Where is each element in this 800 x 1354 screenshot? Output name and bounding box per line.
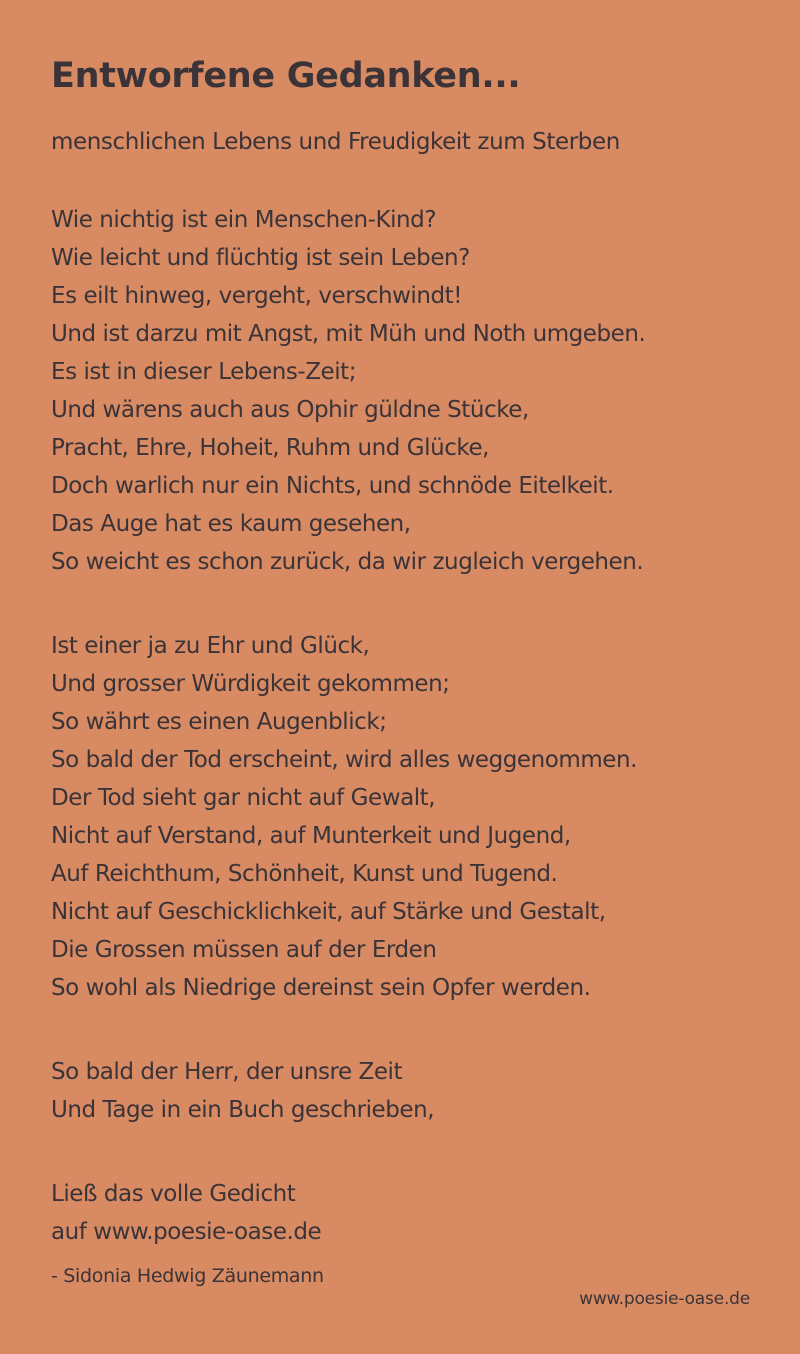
footer-website: www.poesie-oase.de	[579, 1289, 750, 1309]
poem-line: So weicht es schon zurück, da wir zugleich vergehen.	[51, 549, 644, 575]
poem-line: Pracht, Ehre, Hoheit, Ruhm und Glücke,	[51, 435, 490, 461]
read-more-line: Ließ das volle Gedicht	[51, 1181, 296, 1207]
stanza-2	[51, 627, 750, 1007]
poem-line: Doch warlich nur ein Nichts, und schnöde Eitelkeit.	[51, 473, 614, 499]
poem-line: So bald der Herr, der unsre Zeit	[51, 1059, 403, 1085]
poem-line: Die Grossen müssen auf der Erden	[51, 937, 437, 963]
poem-line: Wie nichtig ist ein Menschen-Kind?	[51, 207, 437, 233]
poem-line: Und grosser Würdigkeit gekommen;	[51, 671, 450, 697]
poem-line: So währt es einen Augenblick;	[51, 709, 387, 735]
read-more-url: auf www.poesie-oase.de	[51, 1219, 322, 1245]
poem-author: - Sidonia Hedwig Zäunemann	[51, 1265, 324, 1287]
poem-line: Und wärens auch aus Ophir güldne Stücke,	[51, 397, 529, 423]
poem-line: Wie leicht und flüchtig ist sein Leben?	[51, 245, 470, 271]
poem-line: Und ist darzu mit Angst, mit Müh und Noth umgeben.	[51, 321, 646, 347]
stanza-3	[51, 1053, 750, 1129]
read-more-note	[51, 1175, 750, 1251]
poem-line: Auf Reichthum, Schönheit, Kunst und Tugend.	[51, 861, 558, 887]
poem-line: Ist einer ja zu Ehr und Glück,	[51, 633, 370, 659]
poem-line: Nicht auf Verstand, auf Munterkeit und Jugend,	[51, 823, 571, 849]
poem-title: Entworfene Gedanken...	[51, 56, 521, 96]
poem-line: Es eilt hinweg, vergeht, verschwindt!	[51, 283, 462, 309]
poem-subtitle: menschlichen Lebens und Freudigkeit zum Sterben	[51, 129, 620, 155]
poem-line: Und Tage in ein Buch geschrieben,	[51, 1097, 435, 1123]
poem-line: Der Tod sieht gar nicht auf Gewalt,	[51, 785, 436, 811]
poem-line: So bald der Tod erscheint, wird alles weggenommen.	[51, 747, 637, 773]
stanza-1	[51, 201, 750, 581]
poem-line: Das Auge hat es kaum gesehen,	[51, 511, 411, 537]
poem-line: So wohl als Niedrige dereinst sein Opfer werden.	[51, 975, 591, 1001]
poem-line: Es ist in dieser Lebens-Zeit;	[51, 359, 357, 385]
poem-line: Nicht auf Geschicklichkeit, auf Stärke und Gestalt,	[51, 899, 606, 925]
